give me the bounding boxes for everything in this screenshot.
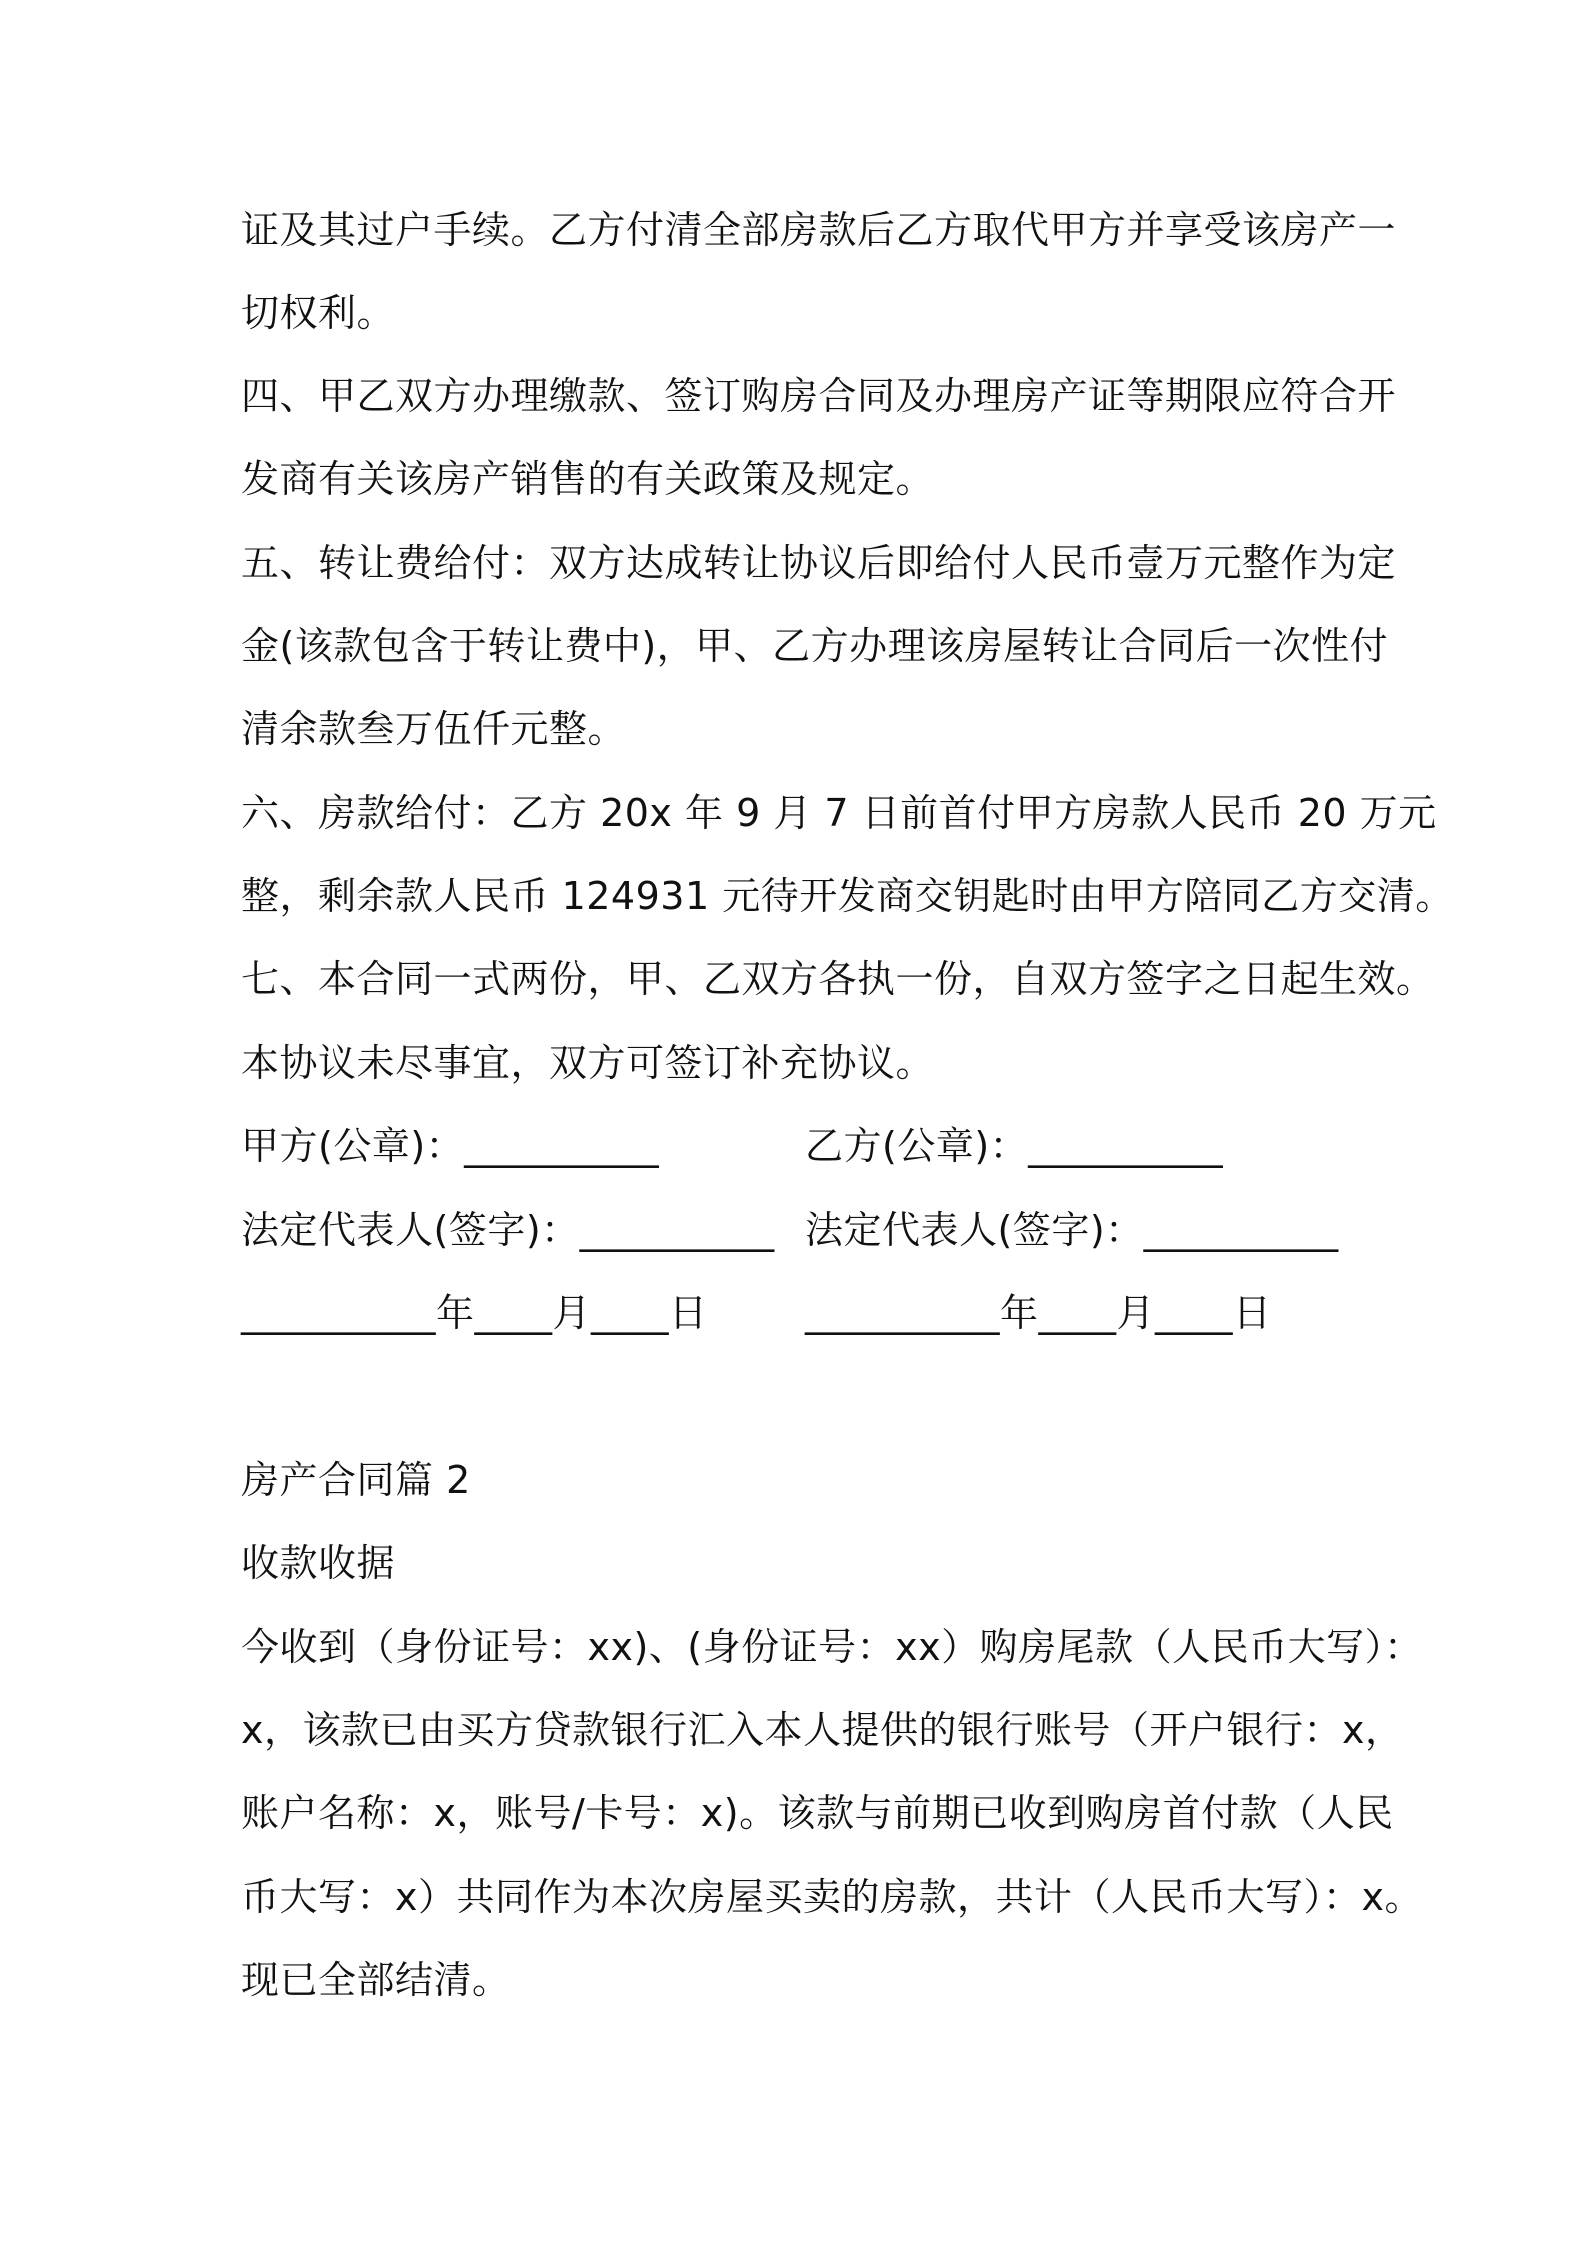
paragraph-line: 发商有关该房产销售的有关政策及规定。 [241, 457, 935, 501]
party-a-date-field: __________年____月____日 [241, 1291, 708, 1335]
section-subheading: 收款收据 [241, 1541, 396, 1585]
paragraph-line: 账户名称：x，账号/卡号：x)。该款与前期已收到购房首付款（人民 [241, 1791, 1394, 1835]
paragraph-line: 切权利。 [241, 291, 396, 335]
paragraph-line: 现已全部结清。 [241, 1958, 511, 2002]
paragraph-line: 证及其过户手续。乙方付清全部房款后乙方取代甲方并享受该房产一 [241, 208, 1397, 252]
paragraph-line: 清余款叁万伍仟元整。 [241, 707, 627, 751]
paragraph-line: 六、房款给付：乙方 20x 年 9 月 7 日前首付甲方房款人民币 20 万元 [241, 791, 1437, 835]
paragraph-line: x，该款已由买方贷款银行汇入本人提供的银行账号（开户银行：x， [241, 1708, 1404, 1752]
paragraph-line: 整，剩余款人民币 124931 元待开发商交钥匙时由甲方陪同乙方交清。 [241, 874, 1454, 918]
paragraph-line: 四、甲乙双方办理缴款、签订购房合同及办理房产证等期限应符合开 [241, 374, 1397, 418]
party-a-representative-field: 法定代表人(签字)：__________ [241, 1208, 775, 1252]
paragraph-line: 今收到（身份证号：xx)、(身份证号：xx）购房尾款（人民币大写）： [241, 1625, 1423, 1669]
party-b-date-field: __________年____月____日 [805, 1291, 1272, 1335]
paragraph-line: 币大写：x）共同作为本次房屋买卖的房款，共计（人民币大写）：x。 [241, 1875, 1423, 1919]
party-b-seal-field: 乙方(公章)：__________ [805, 1124, 1224, 1168]
section-heading: 房产合同篇 2 [241, 1458, 471, 1502]
party-b-representative-field: 法定代表人(签字)：__________ [805, 1208, 1339, 1252]
party-a-seal-field: 甲方(公章)：__________ [241, 1124, 660, 1168]
paragraph-line: 五、转让费给付：双方达成转让协议后即给付人民币壹万元整作为定 [241, 541, 1397, 585]
paragraph-line: 本协议未尽事宜，双方可签订补充协议。 [241, 1041, 935, 1085]
paragraph-line: 七、本合同一式两份，甲、乙双方各执一份，自双方签字之日起生效。 [241, 957, 1435, 1001]
paragraph-line: 金(该款包含于转让费中)，甲、乙方办理该房屋转让合同后一次性付 [241, 624, 1389, 668]
